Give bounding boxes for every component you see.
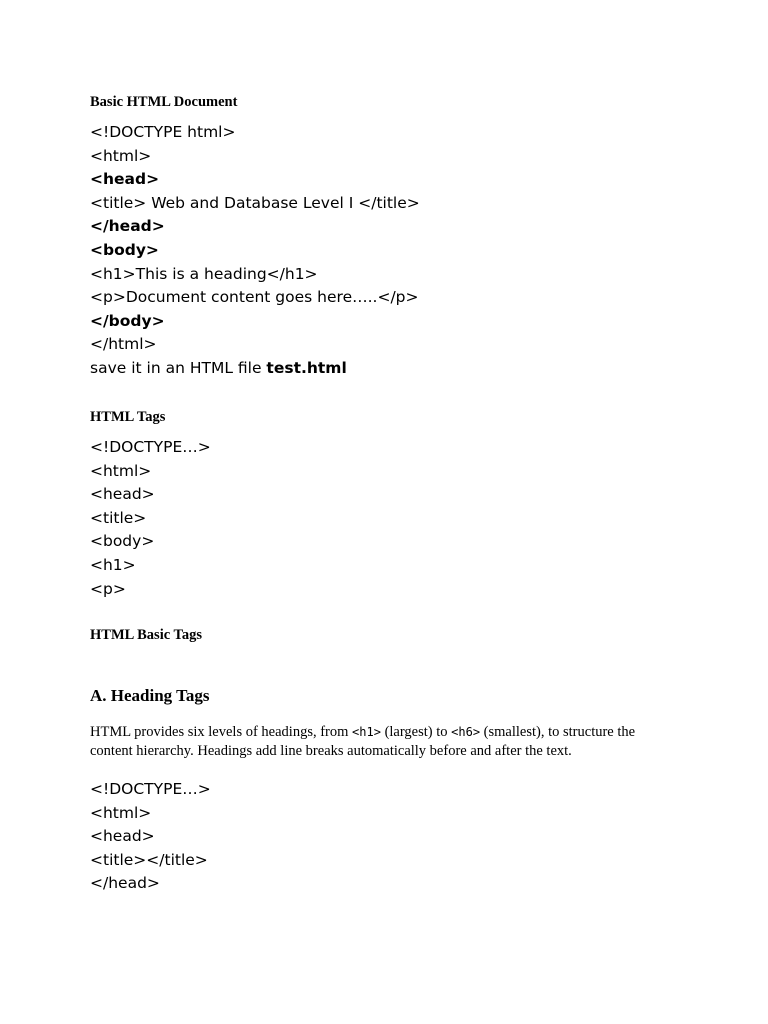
section-heading-tags <box>90 685 690 707</box>
code-line: <title></title> <box>90 850 208 869</box>
inline-code: <h6> <box>451 725 481 739</box>
section-html-basic-tags <box>90 626 690 644</box>
section-title: HTML Tags <box>90 409 166 425</box>
code-lines <box>90 778 690 896</box>
code-line: </body> <box>90 311 165 330</box>
html-tags-list <box>90 436 690 601</box>
code-line: </html> <box>90 335 157 354</box>
save-instruction <box>90 357 690 381</box>
code-line: <p>Document content goes here…..</p> <box>90 288 419 307</box>
code-line: <html> <box>90 803 152 822</box>
section-html-tags <box>90 408 690 426</box>
para-text: HTML provides six levels of headings, from <box>90 724 353 740</box>
code-line: <!DOCTYPE…> <box>90 438 211 456</box>
code-line: </head> <box>90 874 160 893</box>
code-line: <!DOCTYPE html> <box>90 123 236 141</box>
heading-tags-code <box>90 778 690 896</box>
code-line: <p> <box>90 579 126 598</box>
code-line: <title> Web and Database Level I </title> <box>90 193 420 212</box>
basic-document-code <box>90 121 690 381</box>
inline-code: <h1> <box>352 725 381 739</box>
section-title: A. Heading Tags <box>90 686 210 705</box>
para-text: (largest) to <box>380 724 452 740</box>
code-line: <h1>This is a heading</h1> <box>90 264 318 283</box>
code-line: <html> <box>90 146 152 165</box>
code-line: </head> <box>90 217 165 236</box>
code-line: <head> <box>90 170 160 189</box>
code-lines <box>90 121 690 357</box>
code-lines <box>90 436 690 601</box>
section-title: HTML Basic Tags <box>90 627 203 643</box>
code-line: <body> <box>90 532 155 551</box>
code-line: <!DOCTYPE…> <box>90 780 211 798</box>
code-line: <body> <box>90 240 159 259</box>
save-text: save it in an HTML file <box>90 358 267 377</box>
code-line: <h1> <box>90 555 136 574</box>
para-text: (smallest), to structure the content hierarchy. Headings add line breaks automatically before and after the text. <box>90 724 636 759</box>
save-filename: test.html <box>266 358 347 377</box>
code-line: <title> <box>90 508 147 527</box>
heading-tags-description <box>90 723 690 761</box>
description-paragraph <box>90 723 680 761</box>
code-line: <html> <box>90 461 152 480</box>
code-line: <head> <box>90 827 155 846</box>
section-title: Basic HTML Document <box>90 94 238 110</box>
code-line: <head> <box>90 485 155 504</box>
section-basic-html-document <box>90 93 690 111</box>
